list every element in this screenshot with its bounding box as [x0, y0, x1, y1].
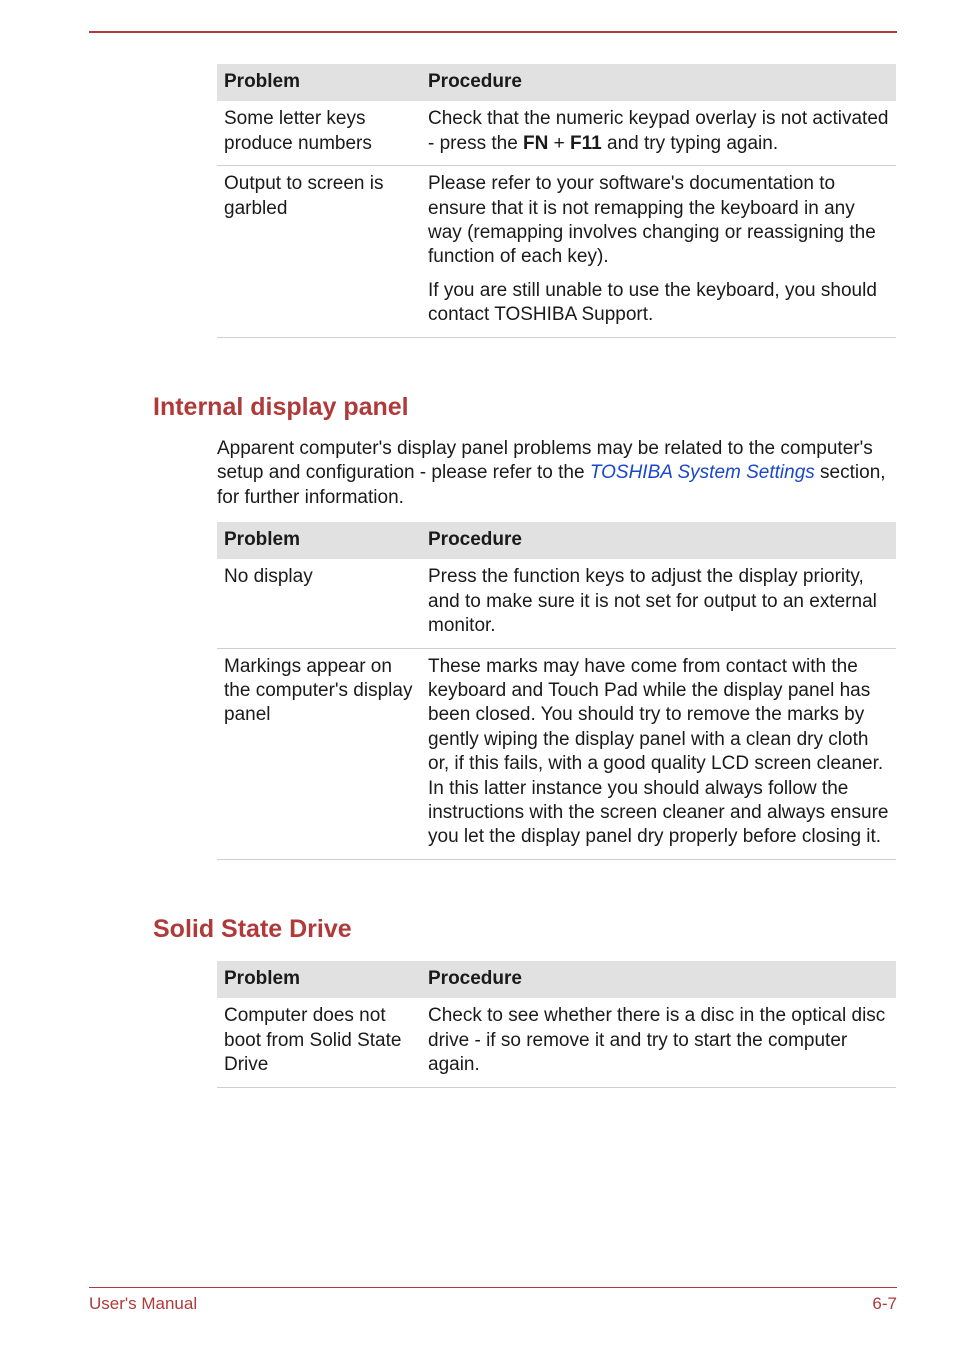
- table-row: [217, 648, 896, 859]
- intro-text: Apparent computer's display panel problems may be related to the computer's setup and configuration - please refer to the: [217, 438, 873, 484]
- procedure-paragraph: If you are still unable to use the keyboard, you should contact TOSHIBA Support.: [428, 279, 877, 326]
- procedure-cell: [421, 166, 896, 337]
- column-header-problem: Problem: [217, 64, 421, 101]
- table-header-row: [217, 64, 896, 101]
- procedure-paragraph: Please refer to your software's documentation to ensure that it is not remapping the keyboard in any way (remapping involves changing or reassigning the function of each key).: [428, 173, 876, 268]
- procedure-cell: These marks may have come from contact with the keyboard and Touch Pad while the display panel has been closed. You should try to remove the marks by gently wiping the display panel with a clean dry cloth or, if this fails, with a good quality LCD screen cleaner. In this latter instance you should always follow the instructions with the screen cleaner and always ensure you let the display panel dry properly before closing it.: [421, 648, 896, 859]
- section-heading-solid-state-drive: Solid State Drive: [153, 915, 352, 943]
- ssd-problems-table: [217, 961, 896, 1088]
- key-fn: FN: [523, 132, 549, 154]
- procedure-text: Check that the numeric keypad overlay is not activated - press the: [428, 108, 889, 154]
- procedure-cell: [421, 101, 896, 165]
- table-row: [217, 559, 896, 648]
- problem-cell: Markings appear on the computer's display panel: [217, 648, 421, 859]
- footer-manual-title: User's Manual: [89, 1294, 198, 1313]
- table-header-row: [217, 961, 896, 998]
- plus-sign: +: [548, 132, 571, 154]
- procedure-cell: Press the function keys to adjust the display priority, and to make sure it is not set for output to an external monitor.: [421, 559, 896, 648]
- problem-cell: No display: [217, 559, 421, 648]
- header-rule: [89, 31, 897, 33]
- column-header-problem: Problem: [217, 961, 421, 998]
- table-row: [217, 101, 896, 165]
- problem-cell: Computer does not boot from Solid State Drive: [217, 998, 421, 1087]
- display-problems-table: [217, 522, 896, 860]
- section-intro-paragraph: [217, 437, 896, 510]
- table-header-row: [217, 522, 896, 559]
- column-header-procedure: Procedure: [421, 522, 896, 559]
- key-f11: F11: [570, 132, 602, 154]
- procedure-cell: Check to see whether there is a disc in the optical disc drive - if so remove it and try to start the computer again.: [421, 998, 896, 1087]
- footer-page-number: 6-7: [872, 1294, 897, 1313]
- procedure-text: and try typing again.: [601, 132, 779, 154]
- column-header-procedure: Procedure: [421, 64, 896, 101]
- section-heading-internal-display-panel: Internal display panel: [153, 393, 409, 421]
- toshiba-system-settings-link[interactable]: TOSHIBA System Settings: [589, 462, 815, 484]
- keyboard-problems-table: [217, 64, 896, 338]
- column-header-problem: Problem: [217, 522, 421, 559]
- column-header-procedure: Procedure: [421, 961, 896, 998]
- footer-rule: [89, 1287, 897, 1288]
- intro-text: section, for further information.: [217, 462, 886, 508]
- table-row: [217, 166, 896, 337]
- problem-cell: Some letter keys produce numbers: [217, 101, 421, 165]
- problem-cell: Output to screen is garbled: [217, 166, 421, 337]
- table-row: [217, 998, 896, 1087]
